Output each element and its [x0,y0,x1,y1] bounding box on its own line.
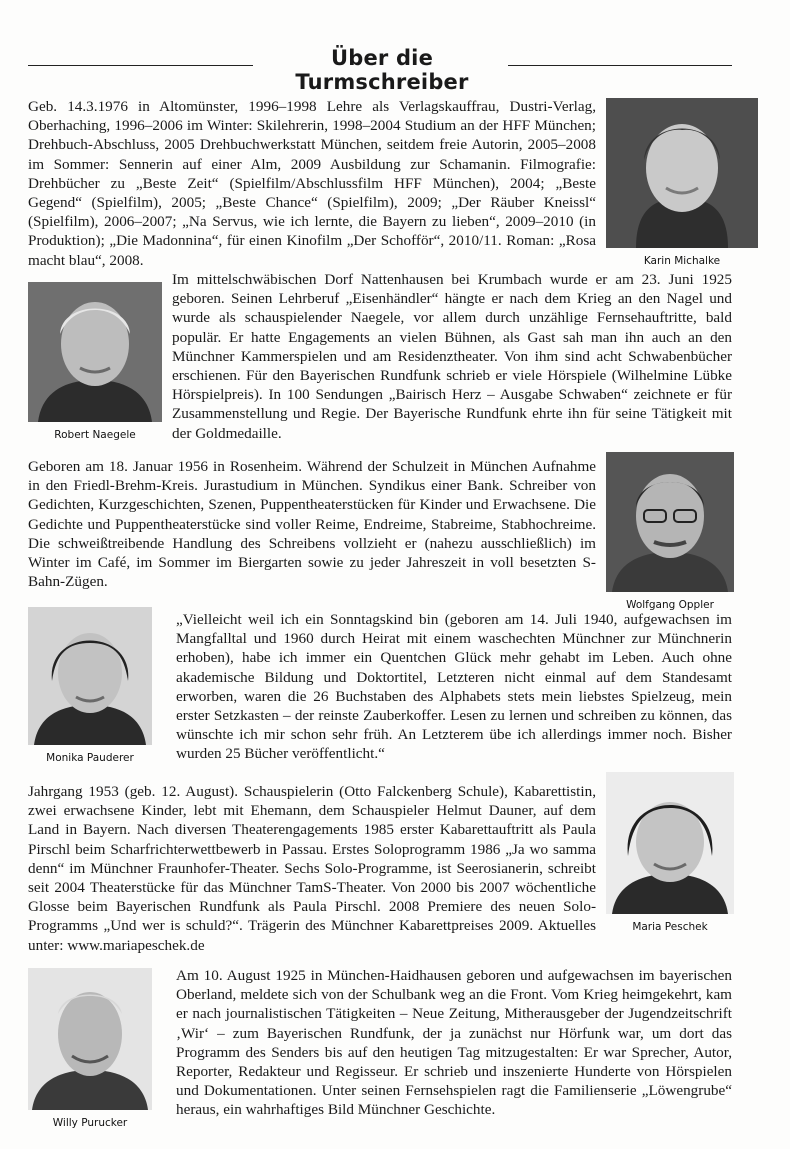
header-rule-left [28,65,253,66]
portrait-willy-purucker [28,968,152,1110]
portrait-monika-pauderer [28,607,152,745]
portrait-maria-peschek [606,772,734,914]
bio-karin-michalke: Geb. 14.3.1976 in Altomünster, 1996–1998 Lehre als Verlagskauffrau, Dustri-Verlag, Oberhaching, 1996–2006 im Winter: Skilehrerin, 1998–2004 Studium an der HFF München; Drehbuch-Abschluss, 2005 Drehbuchwerkstatt München, seitdem freie Autorin, 2005–2008 im Sommer: Sennerin auf einer Alm, 2009 Ausbildung zur Schamanin. Filmografie: Drehbücher zu „Beste Zeit“ (Spielfilm/Abschlussfilm HFF München), 2004; „Beste Gegend“ (Spielfilm), 2005; „Beste Chance“ (Spielfilm), 2009; „Der Räuber Kneissl“ (Spielfilm), 2006–2007; „Na Servus, wie ich lernte, die Bayern zu lieben“, 2009–2010 (in Produktion); „Die Madonnina“, für einen Kinofilm „Der Schofför“, 2010/11. Roman: „Rosa macht blau“, 2008. [28,98,596,269]
caption-karin-michalke: Karin Michalke [643,255,721,267]
caption-maria-peschek: Maria Peschek [632,921,708,933]
portrait-wolfgang-oppler [606,452,734,592]
page-header [28,46,732,94]
bio-monika-pauderer: „Vielleicht weil ich ein Sonntagskind bin (geboren am 14. Juli 1940, aufgewachsen im Mangfalltal und 1960 durch Heirat mit einem waschechten Münchner zur Münchnerin erhoben), habe ich immer ein Quentchen Glück mehr gehabt im Leben. Auch ohne akademische Bildung und Doktortitel, Letzteren nicht einmal auf dem Standesamt erworben, waren die 26 Buchstaben des Alphabets stets mein liebstes Spielzeug, mein erster Setzkasten – der reinste Zauberkoffer. Lesen zu lernen und schreiben zu können, das wünschte ich mir schon sehr früh. An Letzterem übe ich allerdings immer noch. Bisher wurden 25 Bücher veröffentlicht.“ [176,611,732,763]
bio-willy-purucker: Am 10. August 1925 in München-Haidhausen geboren und aufgewachsen im bayerischen Oberland, meldete sich von der Schulbank weg an die Front. Vom Krieg heimgekehrt, kam er nach journalistischen Tätigkeiten – Neue Zeitung, Mitherausgeber der Jugendzeitschrift ‚Wir‘ – zum Bayerischen Rundfunk, der ja zunächst nur Hörfunk war, um dort das Programm des Senders bis auf den heutigen Tag mitzugestalten: Er war Sprecher, Autor, Reporter, Redakteur und Regisseur. Er schrieb und inszenierte Hunderte von Hörspielen und Dokumentationen. Unter seinen Fernsehspielen ragt die Familienserie „Löwengrube“ heraus, ein wahrhaftiges Bild Münchner Geschichte. [176,967,732,1119]
caption-robert-naegele: Robert Naegele [54,429,136,441]
header-rule-right [508,65,732,66]
portrait-robert-naegele [28,282,162,422]
portrait-karin-michalke [606,98,758,248]
caption-wolfgang-oppler: Wolfgang Oppler [626,599,714,611]
bio-robert-naegele: Im mittelschwäbischen Dorf Nattenhausen bei Krumbach wurde er am 23. Juni 1925 geboren. Seinen Lehrberuf „Eisenhändler“ hängte er nach dem Krieg an den Nagel und wurde als schauspielender Naegele, vor allem durch unzählige Fernsehauftritte, bald populär. Er hatte Engagements an vielen Bühnen, als Gast sah man ihn auch an den Münchner Kammerspielen und am Residenztheater. Von ihm sind acht Schwabenbücher erschienen. Für den Bayerischen Rundfunk schrieb er viele Hörspiele (Wilhelmine Lübke Hörspielpreis). In 100 Sendungen „Bairisch Herz – Ausgabe Schwaben“ zeichnete er für Zusammenstellung und Regie. Der Bayerische Rundfunk ehrte ihn für seine Tätigkeit mit der Goldmedaille. [172,271,732,442]
page-title: Über die Turmschreiber [295,46,469,94]
caption-willy-purucker: Willy Purucker [52,1117,128,1129]
bio-maria-peschek: Jahrgang 1953 (geb. 12. August). Schauspielerin (Otto Falckenberg Schule), Kabarettistin, zwei erwachsene Kinder, lebt mit Ehemann, dem Schauspieler Helmut Dauner, auf dem Land in Bayern. Nach diversen Theaterengagements 1985 erster Kabarettauftritt als Paula Pirschl beim Scharfrichterwettbewerb in Passau. Erstes Soloprogramm 1986 „Ja wo samma denn“ im Münchner Fraunhofer-Theater. Sechs Solo-Programme, ist Seerosianerin, schreibt seit 2004 Theaterstücke für das Münchner TamS-Theater. Von 2000 bis 2007 wöchentliche Glosse beim Bayerischen Rundfunk als Paula Pirschl. 2008 Premiere des neuen Solo-Programms „Und wer is schuld?“. Trägerin des Münchner Kabarettpreises 2009. Aktuelles unter: www.mariapeschek.de [28,783,596,954]
caption-monika-pauderer: Monika Pauderer [46,752,134,764]
bio-wolfgang-oppler: Geboren am 18. Januar 1956 in Rosenheim. Während der Schulzeit in München Aufnahme in den Friedl-Brehm-Kreis. Jurastudium in München. Syndikus einer Bank. Schreiber von Gedichten, Kurzgeschichten, Szenen, Puppentheaterstücken für Kinder und Erwachsene. Die Gedichte und Puppentheaterstücke sind voller Reime, Endreime, Stabreime, Stabhochreime. Die schweißtreibende Handlung des Schreibens vollzieht er (nahezu ausschließlich) im Winter im Café, im Sommer im Biergarten sowie zu jeder Jahreszeit in voll besetzten S-Bahn-Zügen. [28,458,596,591]
